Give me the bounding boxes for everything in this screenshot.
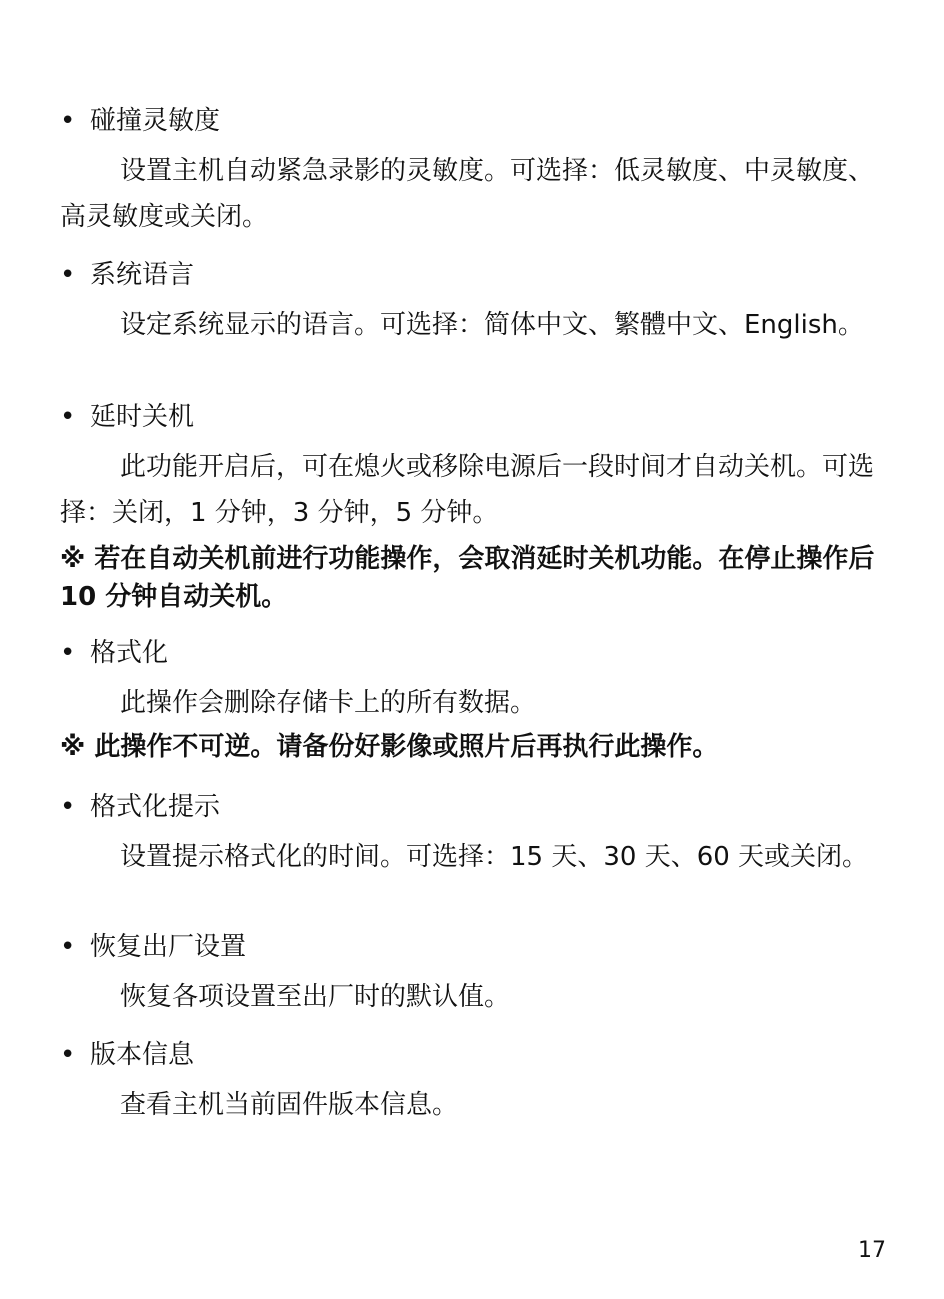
section-description: 查看主机当前固件版本信息。	[120, 1090, 459, 1120]
section-heading	[60, 258, 890, 292]
section-heading	[60, 636, 890, 670]
note-auto-shutdown: ※ 若在自动关机前进行功能操作，会取消延时关机功能。在停止操作后 10 分钟自动关机。	[60, 544, 875, 612]
section-title: 系统语言	[90, 260, 195, 290]
section-title: 格式化	[90, 638, 169, 668]
section-title: 碰撞灵敏度	[90, 106, 221, 136]
section-system-language	[60, 258, 890, 348]
section-heading	[60, 790, 890, 824]
bullet-icon: •	[60, 1040, 76, 1070]
section-format	[60, 636, 890, 726]
section-title: 格式化提示	[90, 792, 221, 822]
section-collision-sensitivity	[60, 104, 890, 240]
section-heading	[60, 104, 890, 138]
section-title: 恢复出厂设置	[90, 932, 247, 962]
note-format-warning: ※ 此操作不可逆。请备份好影像或照片后再执行此操作。	[60, 732, 719, 762]
bullet-icon: •	[60, 402, 76, 432]
section-description: 此操作会删除存储卡上的所有数据。	[120, 688, 537, 718]
bullet-icon: •	[60, 106, 76, 136]
section-title: 版本信息	[90, 1040, 195, 1070]
section-factory-reset	[60, 930, 890, 1020]
section-description: 恢复各项设置至出厂时的默认值。	[120, 982, 511, 1012]
section-description: 设置主机自动紧急录影的灵敏度。可选择：低灵敏度、中灵敏度、高灵敏度或关闭。	[60, 156, 875, 232]
section-version-info	[60, 1038, 890, 1128]
section-description: 设定系统显示的语言。可选择：简体中文、繁體中文、English。	[120, 310, 864, 340]
section-format-reminder	[60, 790, 890, 880]
section-description: 此功能开启后，可在熄火或移除电源后一段时间才自动关机。可选择：关闭，1 分钟，3 分钟，5 分钟。	[60, 452, 875, 528]
section-title: 延时关机	[90, 402, 195, 432]
page-number: 17	[858, 1238, 886, 1263]
section-heading	[60, 930, 890, 964]
section-heading	[60, 1038, 890, 1072]
bullet-icon: •	[60, 932, 76, 962]
bullet-icon: •	[60, 792, 76, 822]
section-heading	[60, 400, 890, 434]
bullet-icon: •	[60, 638, 76, 668]
section-delayed-shutdown	[60, 400, 890, 536]
bullet-icon: •	[60, 260, 76, 290]
section-description: 设置提示格式化的时间。可选择：15 天、30 天、60 天或关闭。	[120, 842, 869, 872]
